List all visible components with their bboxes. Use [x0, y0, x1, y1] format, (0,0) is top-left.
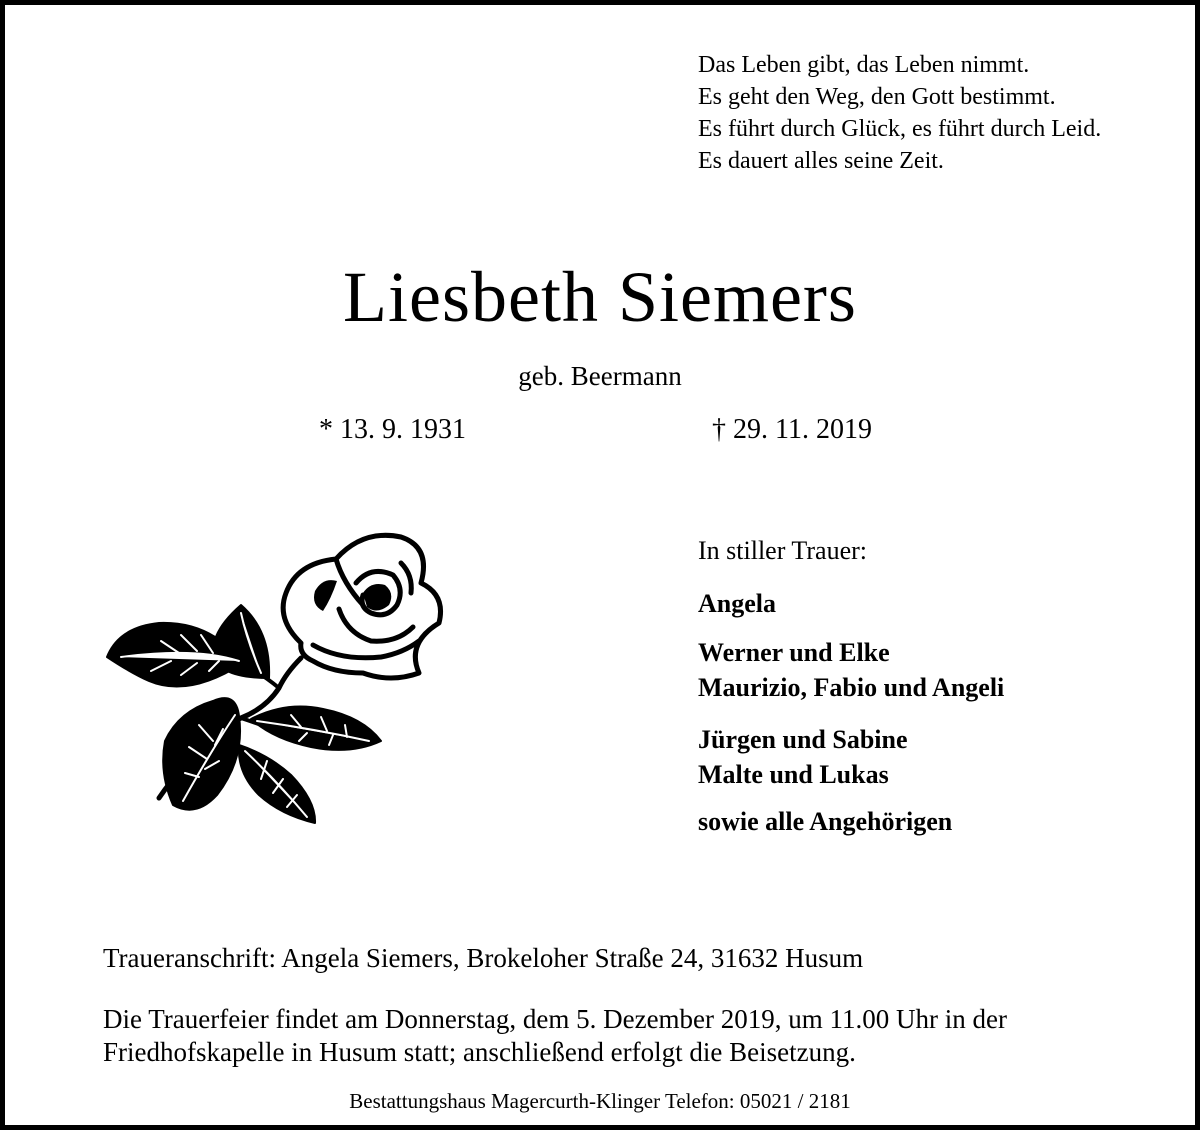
- poem-line: Es geht den Weg, den Gott bestimmt.: [698, 84, 1056, 110]
- poem-line: Das Leben gibt, das Leben nimmt.: [698, 52, 1030, 78]
- mourner-name: Angela: [698, 589, 776, 618]
- ceremony-info: [103, 1003, 1113, 1069]
- ceremony-line: Friedhofskapelle in Husum statt; anschließend erfolgt die Beisetzung.: [103, 1037, 856, 1067]
- mourning-intro: In stiller Trauer:: [698, 536, 867, 565]
- birth-date: * 13. 9. 1931: [319, 414, 466, 445]
- mourner-name: Werner und Elke: [698, 638, 890, 667]
- mourner-name: Malte und Lukas: [698, 760, 889, 789]
- maiden-name: geb. Beermann: [518, 361, 682, 391]
- rose-icon: [101, 523, 451, 835]
- death-date: † 29. 11. 2019: [712, 414, 872, 445]
- mourner-name: sowie alle Angehörigen: [698, 807, 953, 836]
- poem-line: Es dauert alles seine Zeit.: [698, 148, 944, 174]
- poem: [698, 49, 1101, 177]
- ceremony-line: Die Trauerfeier findet am Donnerstag, dem 5. Dezember 2019, um 11.00 Uhr in der: [103, 1004, 1007, 1034]
- deceased-name: Liesbeth Siemers: [343, 257, 857, 337]
- poem-line: Es führt durch Glück, es führt durch Leid.: [698, 116, 1102, 142]
- mourning-address: Traueranschrift: Angela Siemers, Brokeloher Straße 24, 31632 Husum: [103, 943, 864, 973]
- mourner-name: Jürgen und Sabine: [698, 725, 908, 754]
- mourner-name: Maurizio, Fabio und Angeli: [698, 673, 1005, 702]
- funeral-home: Bestattungshaus Magercurth-Klinger Telefon: 05021 / 2181: [349, 1089, 851, 1113]
